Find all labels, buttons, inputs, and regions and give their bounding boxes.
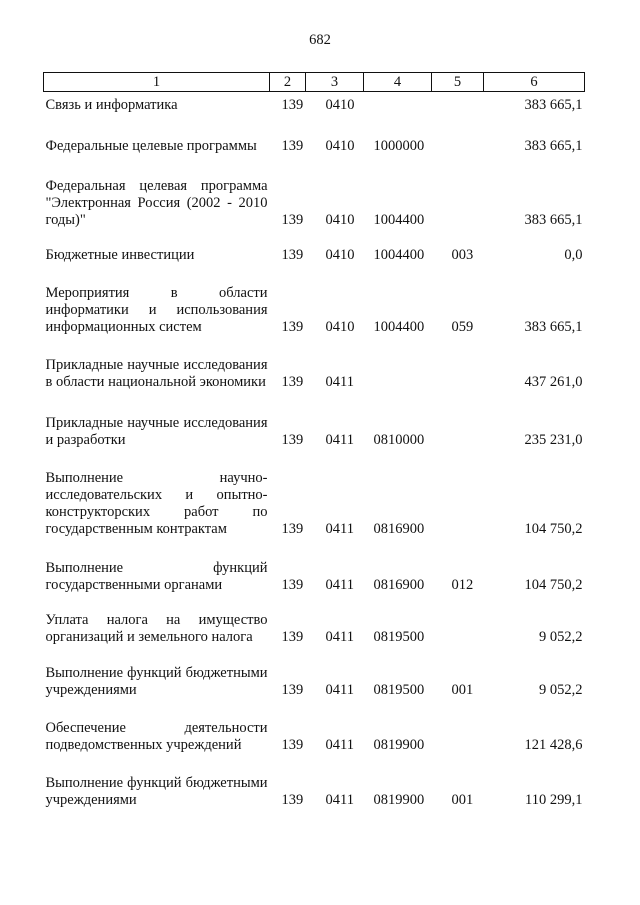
row-expense-type-code [432,470,484,538]
row-name: Федеральная целевая программа "Электронная Россия (2002 - 2010 годы)" [45,178,268,228]
row-ministry-code: 139 [281,682,304,698]
row-amount: 110 299,1 [525,792,583,808]
row-amount: 383 665,1 [524,212,583,228]
row-ministry-code: 139 [281,212,304,228]
row-ministry-code: 139 [281,629,304,645]
table-row [44,720,585,754]
row-expense-type-code [432,138,484,155]
row-name: Федеральные целевые программы [45,138,257,154]
row-expense-type-code: 059 [451,319,474,335]
table-row [44,357,585,391]
row-expense-type-code [432,178,484,229]
row-ministry-code: 139 [281,247,304,263]
table-row [44,665,585,699]
column-header: 3 [306,73,364,92]
row-name: Прикладные научные исследования в области национальной экономики [45,357,268,390]
row-target-code: 0816900 [373,577,425,593]
row-section-code: 0411 [325,521,354,537]
row-section-code: 0411 [325,577,354,593]
row-expense-type-code: 012 [451,577,474,593]
table-row [44,775,585,809]
table-row [44,612,585,646]
row-amount: 9 052,2 [539,682,583,698]
row-expense-type-code [432,415,484,449]
table-body [44,92,585,810]
column-header: 2 [270,73,306,92]
row-target-code [364,357,432,391]
column-header: 4 [364,73,432,92]
row-section-code: 0411 [325,792,354,808]
row-target-code: 1004400 [373,212,425,228]
row-target-code: 0819900 [373,792,425,808]
row-ministry-code: 139 [281,374,304,390]
row-name: Прикладные научные исследования и разработки [45,415,268,448]
row-amount: 9 052,2 [539,629,583,645]
row-ministry-code: 139 [281,97,304,113]
row-target-code: 0819900 [373,737,425,753]
row-target-code [364,97,432,114]
row-ministry-code: 139 [281,521,304,537]
table-row [44,285,585,336]
row-expense-type-code: 001 [451,682,474,698]
budget-table [43,72,585,809]
table-row [44,470,585,538]
column-header: 6 [484,73,585,92]
row-name: Уплата налога на имущество организаций и земельного налога [45,612,268,645]
row-amount: 383 665,1 [524,319,583,335]
row-name: Бюджетные инвестиции [45,247,195,263]
row-name: Обеспечение деятельности подведомственных учреждений [45,720,268,753]
row-amount: 0,0 [564,247,583,263]
row-amount: 383 665,1 [524,97,583,113]
row-name: Выполнение научно-исследовательских и опытно-конструкторских работ по государственным контрактам [45,470,268,537]
row-ministry-code: 139 [281,319,304,335]
row-ministry-code: 139 [281,138,304,154]
row-ministry-code: 139 [281,577,304,593]
row-section-code: 0411 [325,374,354,390]
row-section-code: 0411 [325,682,354,698]
row-section-code: 0411 [325,629,354,645]
row-amount: 383 665,1 [524,138,583,154]
row-name: Выполнение функций бюджетными учреждениями [45,775,268,808]
column-header: 5 [432,73,484,92]
row-name: Выполнение функций бюджетными учреждениями [45,665,268,698]
row-amount: 104 750,2 [524,521,583,537]
row-expense-type-code [432,357,484,391]
table-row [44,247,585,264]
row-expense-type-code: 001 [451,792,474,808]
row-expense-type-code [432,97,484,114]
row-name: Мероприятия в области информатики и использования информационных систем [45,285,268,335]
row-section-code: 0411 [325,432,354,448]
row-amount: 104 750,2 [524,577,583,593]
row-section-code: 0410 [325,247,355,263]
table-row [44,138,585,155]
row-section-code: 0410 [325,212,355,228]
row-ministry-code: 139 [281,432,304,448]
row-target-code: 1000000 [373,138,425,154]
page-number: 682 [309,32,331,48]
row-section-code: 0411 [325,737,354,753]
row-ministry-code: 139 [281,792,304,808]
row-amount: 235 231,0 [524,432,583,448]
table-row [44,97,585,114]
row-target-code: 0816900 [373,521,425,537]
row-target-code: 1004400 [373,247,425,263]
row-amount: 121 428,6 [524,737,583,753]
row-expense-type-code: 003 [451,247,474,263]
table-header-row [44,73,585,92]
row-target-code: 0819500 [373,682,425,698]
row-expense-type-code [432,612,484,646]
row-section-code: 0410 [325,97,355,113]
row-target-code: 0819500 [373,629,425,645]
row-name: Связь и информатика [45,97,178,113]
table-row [44,560,585,594]
row-section-code: 0410 [325,138,355,154]
row-target-code: 1004400 [373,319,425,335]
row-ministry-code: 139 [281,737,304,753]
table-row [44,415,585,449]
row-section-code: 0410 [325,319,355,335]
row-name: Выполнение функций государственными органами [45,560,268,593]
row-expense-type-code [432,720,484,754]
table-row [44,178,585,229]
row-target-code: 0810000 [373,432,425,448]
column-header: 1 [44,73,270,92]
row-amount: 437 261,0 [524,374,583,390]
